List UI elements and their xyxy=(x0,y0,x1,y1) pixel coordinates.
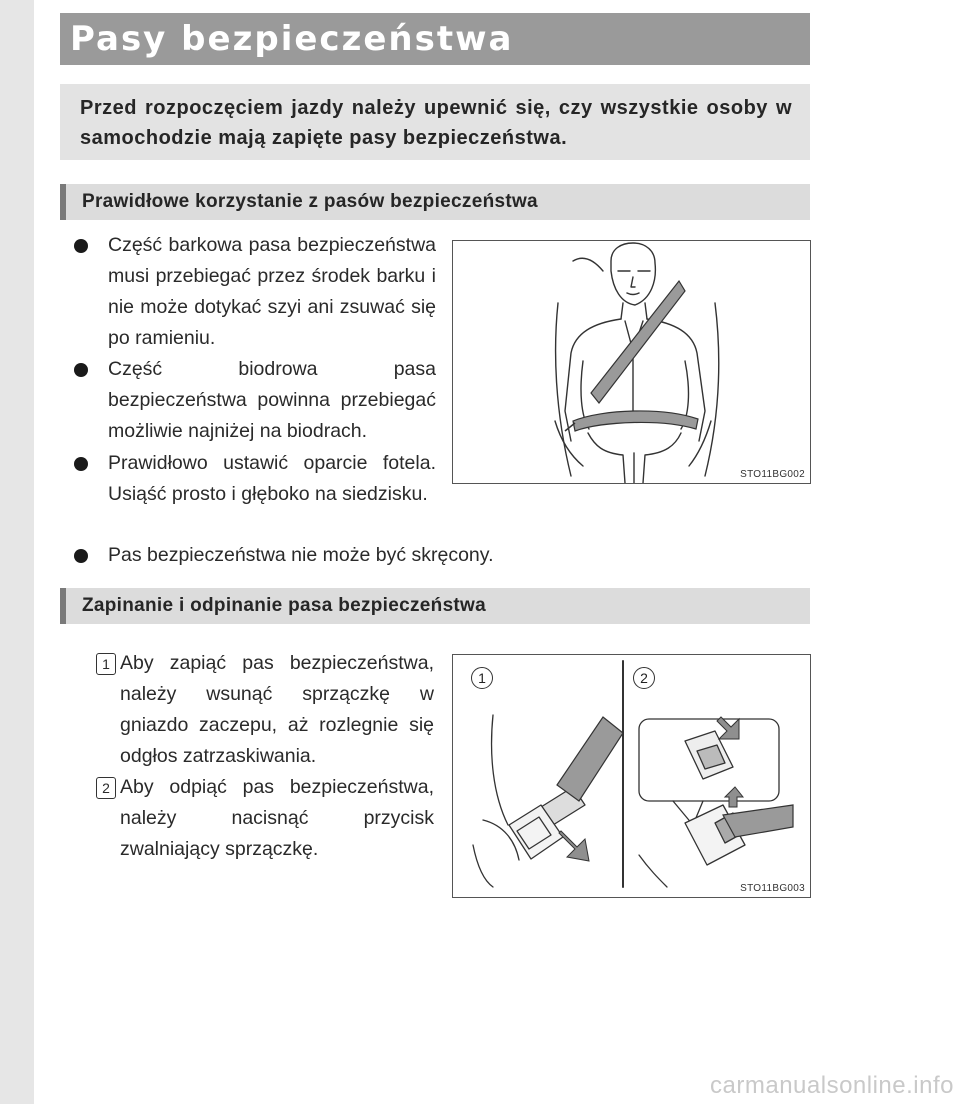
step-item xyxy=(96,648,434,772)
bullet-text: Część biodrowa pasa bezpieczeństwa powinna przebiegać możliwie najniżej na biodrach. xyxy=(108,358,436,442)
intro-box xyxy=(60,84,810,160)
step-number-badge: 1 xyxy=(96,653,116,675)
intro-text: Przed rozpoczęciem jazdy należy upewnić się, czy wszystkie osoby w samochodzie mają zapięte pasy bezpieczeństwa. xyxy=(80,97,792,149)
buckle-illustration xyxy=(453,655,810,897)
watermark-text: carmanualsonline.info xyxy=(710,1072,954,1099)
bullet-dot-icon xyxy=(74,457,88,471)
page-title-bar xyxy=(60,13,810,65)
figure-label-1: 1 xyxy=(471,667,493,689)
bullet-item xyxy=(74,230,436,354)
section-heading-text: Zapinanie i odpinanie pasa bezpieczeństwa xyxy=(82,595,487,616)
bullet-item xyxy=(74,540,794,571)
bullet-text: Prawidłowo ustawić oparcie fotela. Usiąść prosto i głęboko na siedzisku. xyxy=(108,452,436,505)
section-heading-buckling xyxy=(60,588,810,624)
page-margin-strip xyxy=(0,0,34,1104)
bullet-item xyxy=(74,448,436,510)
figure-belt-position xyxy=(452,240,811,484)
bullet-text: Pas bezpieczeństwa nie może być skręcony. xyxy=(108,544,494,566)
figure-code: STO11BG003 xyxy=(740,883,805,894)
figure-code: STO11BG002 xyxy=(740,469,805,480)
step-text: Aby zapiąć pas bezpieczeństwa, należy wsunąć sprzączkę w gniazdo zaczepu, aż rozlegnie się odgłos zatrzaskiwania. xyxy=(120,652,434,767)
section-heading-text: Prawidłowe korzystanie z pasów bezpieczeństwa xyxy=(82,191,538,212)
step-text: Aby odpiąć pas bezpieczeństwa, należy nacisnąć przycisk zwalniający sprzączkę. xyxy=(120,776,434,860)
step-number-badge: 2 xyxy=(96,777,116,799)
seated-person-illustration xyxy=(453,241,810,483)
bullet-text: Część barkowa pasa bezpieczeństwa musi przebiegać przez środek barku i nie może dotykać szyi ani zsuwać się po ramieniu. xyxy=(108,234,436,349)
bullet-dot-icon xyxy=(74,363,88,377)
figure-buckle-steps xyxy=(452,654,811,898)
page-title: Pasy bezpieczeństwa xyxy=(70,19,514,59)
section-heading-correct-use xyxy=(60,184,810,220)
bullet-item xyxy=(74,354,436,447)
bullet-dot-icon xyxy=(74,549,88,563)
figure-label-2: 2 xyxy=(633,667,655,689)
step-item xyxy=(96,772,434,865)
bullet-dot-icon xyxy=(74,239,88,253)
